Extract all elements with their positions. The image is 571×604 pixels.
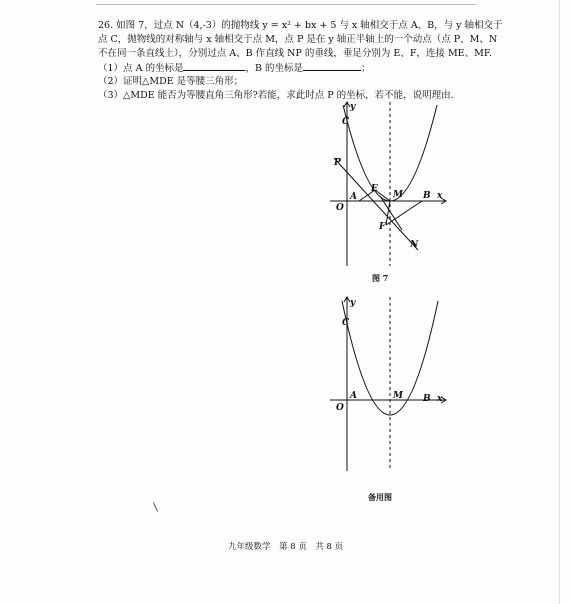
stray-mark <box>153 502 158 511</box>
question-part-2: （2）证明△MDE 是等腰三角形； <box>98 76 244 87</box>
label-f: F <box>379 222 386 232</box>
label-o: O <box>336 403 344 413</box>
label-e: E <box>371 184 378 194</box>
label-b: B <box>423 191 431 201</box>
question-line-2: 点 C，抛物线的对称轴与 x 轴相交于点 M，点 P 是在 y 轴正半轴上的一个动点（点 P、M、N <box>98 34 498 45</box>
question-part-1 <box>98 61 468 76</box>
line-mf <box>386 201 390 225</box>
label-x: x <box>437 394 443 404</box>
label-p: P <box>334 158 341 168</box>
label-a: A <box>350 192 357 202</box>
label-y: y <box>350 102 356 112</box>
top-edge-line <box>96 4 476 5</box>
label-m: M <box>393 190 403 200</box>
label-m: M <box>393 391 403 401</box>
answer-blank-b[interactable] <box>303 61 361 71</box>
page-footer: 九年级数学 第 8 页 共 8 页 <box>228 542 344 552</box>
question-part-3: （3）△MDE 能否为等腰直角三角形?若能，求此时点 P 的坐标，若不能，说明理由. <box>98 90 454 101</box>
backup-figure-caption: 备用图 <box>368 492 392 502</box>
part1-end: ； <box>360 63 371 74</box>
label-c: C <box>342 117 350 127</box>
label-y: y <box>350 298 356 308</box>
label-c: C <box>342 318 350 328</box>
figure-7 <box>320 100 450 268</box>
figure-7-caption: 图 7 <box>372 273 389 283</box>
right-edge-line <box>559 0 560 604</box>
part1-middle: ，B 的坐标是 <box>245 63 303 74</box>
question-line-3: 不在同一条直线上），分别过点 A、B 作直线 NP 的垂线，垂足分别为 E、F，连接 ME、MF. <box>98 48 492 59</box>
answer-blank-a[interactable] <box>183 61 245 71</box>
backup-figure <box>320 295 450 473</box>
label-a: A <box>350 391 357 401</box>
label-o: O <box>336 203 344 213</box>
label-n: N <box>410 240 419 250</box>
part1-prefix: （1）点 A 的坐标是 <box>98 63 184 74</box>
label-b: B <box>423 394 431 404</box>
label-x: x <box>437 191 443 201</box>
question-line-1: 26. 如图 7，过点 N（4,-3）的抛物线 y = x² + bx + 5 与 x 轴相交于点 A、B，与 y 轴相交于 <box>98 20 503 31</box>
